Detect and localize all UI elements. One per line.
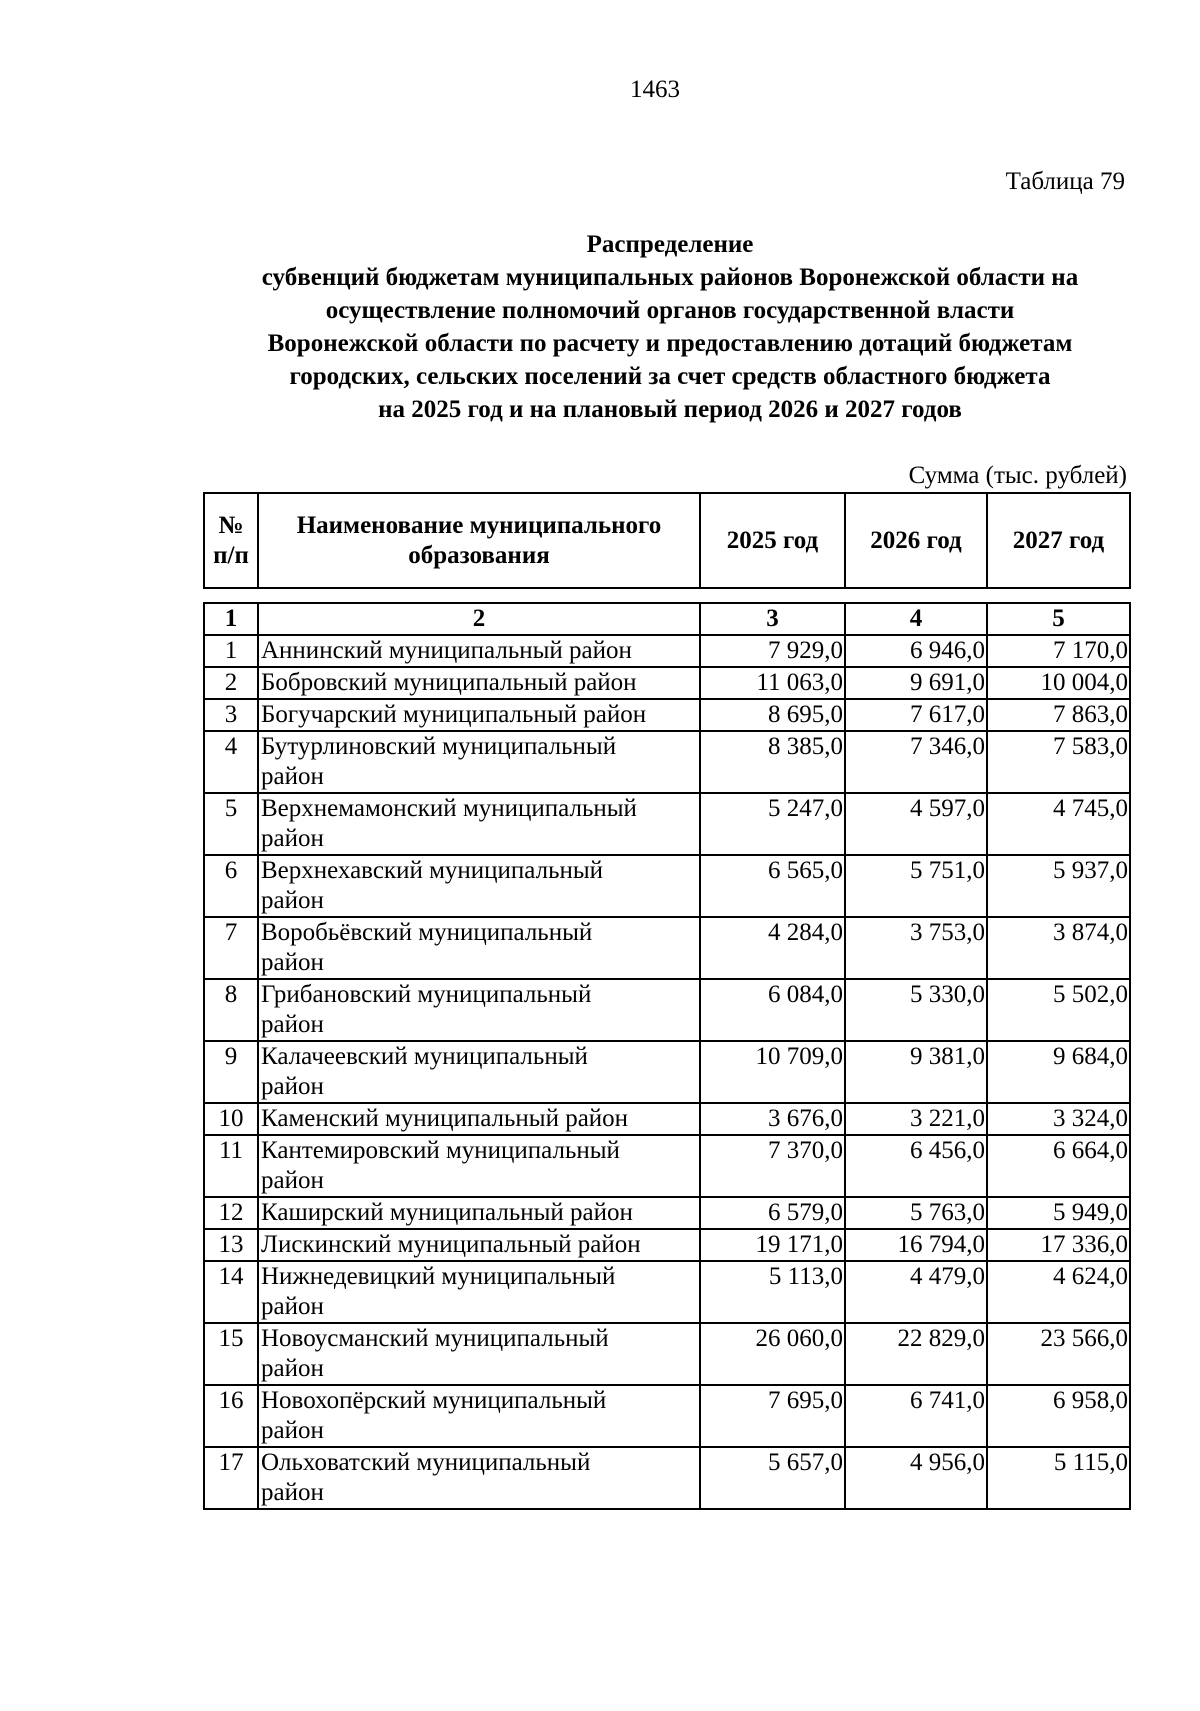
municipality-name-line1: Каменский муниципальный район bbox=[261, 1105, 629, 1132]
table-row bbox=[204, 731, 1130, 793]
value-2026: 6 946,0 bbox=[845, 635, 987, 667]
value-2027: 5 115,0 bbox=[987, 1447, 1130, 1509]
municipality-name bbox=[258, 917, 700, 979]
value-2025: 7 929,0 bbox=[700, 635, 845, 667]
value-2026: 4 597,0 bbox=[845, 793, 987, 855]
table-row bbox=[204, 793, 1130, 855]
value-2026: 7 346,0 bbox=[845, 731, 987, 793]
table-row bbox=[204, 1261, 1130, 1323]
municipality-name bbox=[258, 1261, 700, 1323]
title-line: Распределение bbox=[586, 231, 754, 258]
value-2027: 6 958,0 bbox=[987, 1385, 1130, 1447]
table-row bbox=[204, 635, 1130, 667]
municipality-name-line1: Лискинский муниципальный район bbox=[261, 1231, 641, 1258]
row-number: 4 bbox=[204, 731, 258, 793]
municipality-name-line2: район bbox=[261, 1417, 324, 1444]
value-2027: 5 937,0 bbox=[987, 855, 1130, 917]
value-2027: 6 664,0 bbox=[987, 1135, 1130, 1197]
data-table bbox=[203, 602, 1131, 1510]
municipality-name-line1: Калачеевский муниципальный bbox=[261, 1043, 588, 1070]
municipality-name-line2: район bbox=[261, 763, 324, 790]
value-2026: 3 221,0 bbox=[845, 1103, 987, 1135]
municipality-name bbox=[258, 979, 700, 1041]
header-2025: 2025 год bbox=[700, 493, 845, 588]
municipality-name-line1: Воробьёвский муниципальный bbox=[261, 919, 593, 946]
page-number: 1463 bbox=[630, 76, 680, 103]
value-2026: 22 829,0 bbox=[845, 1323, 987, 1385]
header-2026: 2026 год bbox=[845, 493, 987, 588]
value-2026: 9 691,0 bbox=[845, 667, 987, 699]
value-2025: 10 709,0 bbox=[700, 1041, 845, 1103]
header-2027: 2027 год bbox=[987, 493, 1130, 588]
table-row bbox=[204, 979, 1130, 1041]
header-number-line1: № bbox=[218, 511, 244, 539]
municipality-name-line2: район bbox=[261, 887, 324, 914]
value-2027: 7 863,0 bbox=[987, 699, 1130, 731]
municipality-name bbox=[258, 1041, 700, 1103]
value-2025: 5 247,0 bbox=[700, 793, 845, 855]
municipality-name-line2: район bbox=[261, 1073, 324, 1100]
value-2025: 6 579,0 bbox=[700, 1197, 845, 1229]
value-2025: 6 084,0 bbox=[700, 979, 845, 1041]
value-2026: 6 741,0 bbox=[845, 1385, 987, 1447]
value-2025: 7 370,0 bbox=[700, 1135, 845, 1197]
table-row bbox=[204, 1447, 1130, 1509]
row-number: 1 bbox=[204, 635, 258, 667]
municipality-name bbox=[258, 667, 700, 699]
value-2026: 9 381,0 bbox=[845, 1041, 987, 1103]
municipality-name-line1: Бутурлиновский муниципальный bbox=[261, 733, 617, 760]
title-line: субвенций бюджетам муниципальных районов Воронежской области на bbox=[261, 264, 1079, 291]
municipality-name-line1: Каширский муниципальный район bbox=[261, 1199, 633, 1226]
title-line: городских, сельских поселений за счет средств областного бюджета bbox=[289, 363, 1051, 390]
value-2026: 3 753,0 bbox=[845, 917, 987, 979]
municipality-name bbox=[258, 1103, 700, 1135]
table-row bbox=[204, 1323, 1130, 1385]
table-row bbox=[204, 667, 1130, 699]
table-label: Таблица 79 bbox=[1005, 168, 1125, 195]
municipality-name bbox=[258, 731, 700, 793]
value-2025: 5 657,0 bbox=[700, 1447, 845, 1509]
table-row bbox=[204, 917, 1130, 979]
header-number bbox=[204, 493, 258, 588]
table-header bbox=[203, 492, 1131, 589]
municipality-name-line2: район bbox=[261, 1293, 324, 1320]
column-number: 3 bbox=[700, 603, 845, 635]
municipality-name bbox=[258, 1323, 700, 1385]
value-2025: 26 060,0 bbox=[700, 1323, 845, 1385]
column-number: 1 bbox=[204, 603, 258, 635]
municipality-name bbox=[258, 1385, 700, 1447]
value-2027: 17 336,0 bbox=[987, 1229, 1130, 1261]
row-number: 15 bbox=[204, 1323, 258, 1385]
row-number: 11 bbox=[204, 1135, 258, 1197]
row-number: 16 bbox=[204, 1385, 258, 1447]
header-name-line2: образования bbox=[408, 541, 550, 569]
municipality-name bbox=[258, 699, 700, 731]
municipality-name-line2: район bbox=[261, 1479, 324, 1506]
table-row bbox=[204, 1135, 1130, 1197]
row-number: 5 bbox=[204, 793, 258, 855]
value-2025: 7 695,0 bbox=[700, 1385, 845, 1447]
municipality-name bbox=[258, 1197, 700, 1229]
municipality-name bbox=[258, 1229, 700, 1261]
column-number: 2 bbox=[258, 603, 700, 635]
value-2027: 5 949,0 bbox=[987, 1197, 1130, 1229]
value-2025: 3 676,0 bbox=[700, 1103, 845, 1135]
municipality-name-line1: Бобровский муниципальный район bbox=[261, 669, 637, 696]
value-2026: 6 456,0 bbox=[845, 1135, 987, 1197]
value-2027: 7 583,0 bbox=[987, 731, 1130, 793]
value-2027: 3 874,0 bbox=[987, 917, 1130, 979]
municipality-name-line1: Аннинский муниципальный район bbox=[261, 637, 632, 664]
municipality-name-line1: Верхнемамонский муниципальный bbox=[261, 795, 637, 822]
value-2027: 7 170,0 bbox=[987, 635, 1130, 667]
municipality-name-line1: Ольховатский муниципальный bbox=[261, 1449, 591, 1476]
municipality-name bbox=[258, 793, 700, 855]
municipality-name-line1: Богучарский муниципальный район bbox=[261, 701, 647, 728]
value-2025: 8 385,0 bbox=[700, 731, 845, 793]
row-number: 7 bbox=[204, 917, 258, 979]
row-number: 6 bbox=[204, 855, 258, 917]
table-row bbox=[204, 855, 1130, 917]
title-line: осуществление полномочий органов государственной власти bbox=[325, 297, 1015, 324]
municipality-name-line2: район bbox=[261, 1011, 324, 1038]
municipality-name-line1: Кантемировский муниципальный bbox=[261, 1137, 620, 1164]
municipality-name-line1: Грибановский муниципальный bbox=[261, 981, 592, 1008]
municipality-name bbox=[258, 635, 700, 667]
value-2026: 4 956,0 bbox=[845, 1447, 987, 1509]
value-2026: 16 794,0 bbox=[845, 1229, 987, 1261]
table-row bbox=[204, 1103, 1130, 1135]
row-number: 3 bbox=[204, 699, 258, 731]
value-2027: 9 684,0 bbox=[987, 1041, 1130, 1103]
municipality-name-line1: Верхнехавский муниципальный bbox=[261, 857, 604, 884]
document-title bbox=[180, 228, 1160, 426]
row-number: 12 bbox=[204, 1197, 258, 1229]
value-2026: 5 330,0 bbox=[845, 979, 987, 1041]
value-2025: 6 565,0 bbox=[700, 855, 845, 917]
value-2027: 4 745,0 bbox=[987, 793, 1130, 855]
row-number: 14 bbox=[204, 1261, 258, 1323]
title-line: Воронежской области по расчету и предоставлению дотаций бюджетам bbox=[267, 330, 1073, 357]
municipality-name bbox=[258, 1447, 700, 1509]
row-number: 13 bbox=[204, 1229, 258, 1261]
row-number: 2 bbox=[204, 667, 258, 699]
municipality-name-line2: район bbox=[261, 825, 324, 852]
value-2027: 5 502,0 bbox=[987, 979, 1130, 1041]
column-number: 5 bbox=[987, 603, 1130, 635]
value-2027: 3 324,0 bbox=[987, 1103, 1130, 1135]
municipality-name bbox=[258, 1135, 700, 1197]
municipality-name-line2: район bbox=[261, 949, 324, 976]
row-number: 10 bbox=[204, 1103, 258, 1135]
municipality-name-line1: Новохопёрский муниципальный bbox=[261, 1387, 607, 1414]
municipality-name-line1: Новоусманский муниципальный bbox=[261, 1325, 609, 1352]
table-row bbox=[204, 699, 1130, 731]
value-2025: 8 695,0 bbox=[700, 699, 845, 731]
header-name-line1: Наименование муниципального bbox=[296, 511, 662, 539]
municipality-name-line1: Нижнедевицкий муниципальный bbox=[261, 1263, 616, 1290]
value-2026: 5 751,0 bbox=[845, 855, 987, 917]
table-row bbox=[204, 1229, 1130, 1261]
value-2025: 4 284,0 bbox=[700, 917, 845, 979]
value-2026: 7 617,0 bbox=[845, 699, 987, 731]
column-number: 4 bbox=[845, 603, 987, 635]
row-number: 17 bbox=[204, 1447, 258, 1509]
table-row bbox=[204, 1197, 1130, 1229]
column-number-row bbox=[204, 603, 1130, 635]
value-2027: 23 566,0 bbox=[987, 1323, 1130, 1385]
value-2025: 11 063,0 bbox=[700, 667, 845, 699]
table-row bbox=[204, 1385, 1130, 1447]
municipality-name-line2: район bbox=[261, 1167, 324, 1194]
title-line: на 2025 год и на плановый период 2026 и 2027 годов bbox=[378, 396, 962, 423]
value-2027: 10 004,0 bbox=[987, 667, 1130, 699]
row-number: 9 bbox=[204, 1041, 258, 1103]
header-number-line2: п/п bbox=[213, 541, 249, 569]
value-2027: 4 624,0 bbox=[987, 1261, 1130, 1323]
value-2026: 5 763,0 bbox=[845, 1197, 987, 1229]
header-name bbox=[258, 493, 700, 588]
value-2025: 5 113,0 bbox=[700, 1261, 845, 1323]
value-2026: 4 479,0 bbox=[845, 1261, 987, 1323]
value-2025: 19 171,0 bbox=[700, 1229, 845, 1261]
municipality-name bbox=[258, 855, 700, 917]
table-row bbox=[204, 1041, 1130, 1103]
municipality-name-line2: район bbox=[261, 1355, 324, 1382]
row-number: 8 bbox=[204, 979, 258, 1041]
units-note: Сумма (тыс. рублей) bbox=[908, 462, 1127, 489]
